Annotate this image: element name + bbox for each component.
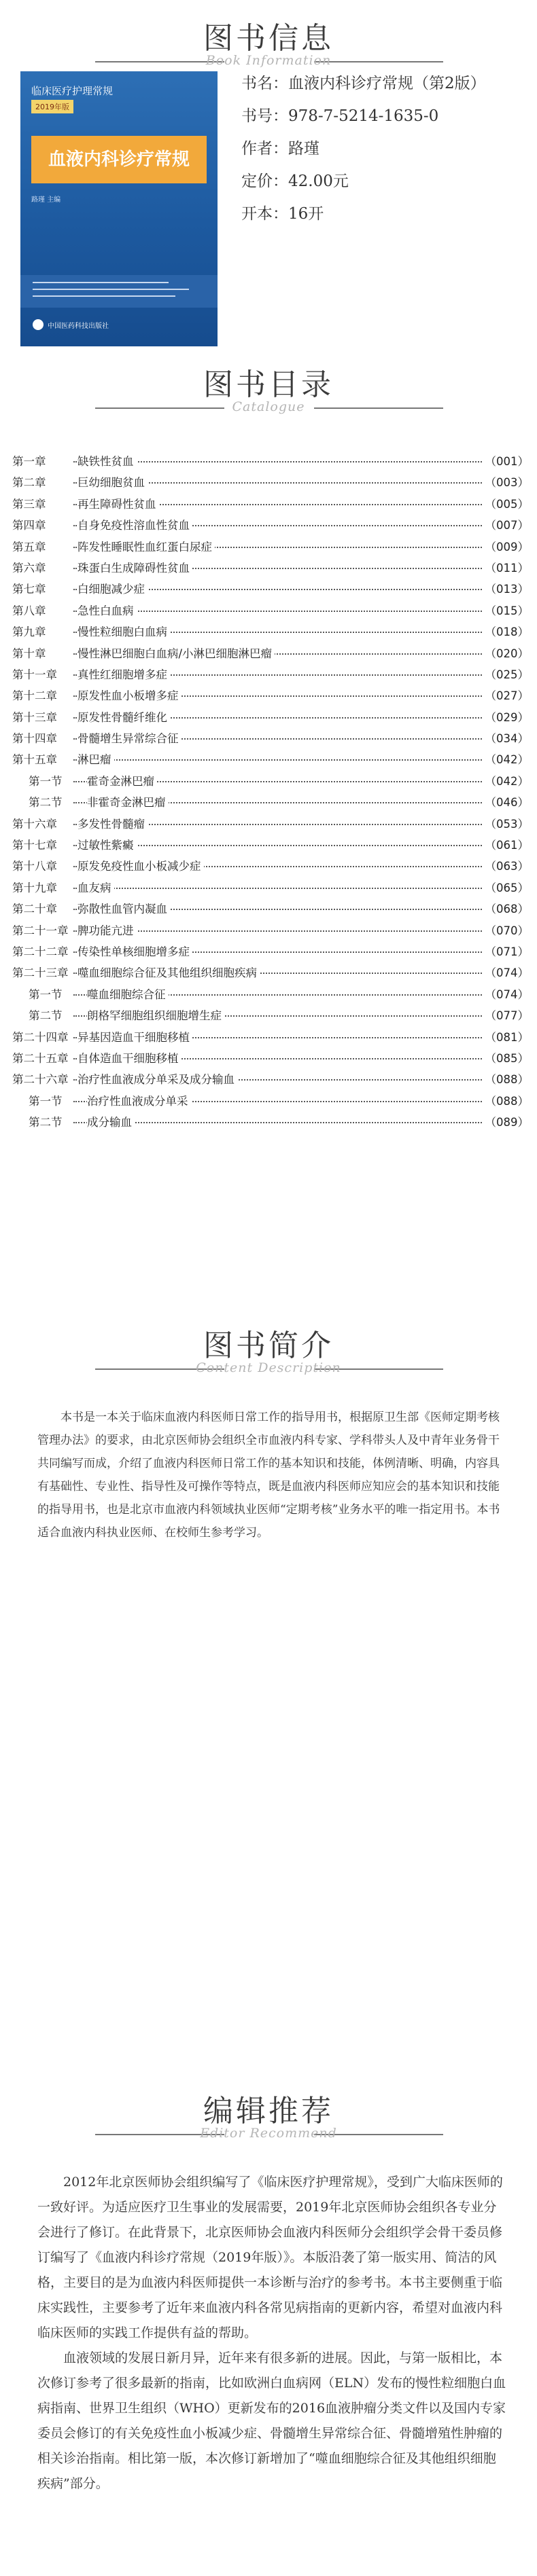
- toc-number: 第三章: [12, 497, 46, 511]
- toc-title: 脾功能亢进: [77, 922, 137, 938]
- toc-number: 第二节: [29, 1009, 63, 1023]
- toc-number: 第二章: [12, 476, 46, 490]
- toc-title: 多发性骨髓瘤: [77, 815, 148, 831]
- book-price: 42.00元: [288, 173, 349, 190]
- toc-title: 慢性淋巴细胞白血病/小淋巴细胞淋巴瘤: [77, 645, 275, 661]
- toc-number: 第九章: [12, 625, 46, 639]
- toc-section-row: [12, 1109, 529, 1130]
- toc-chapter-row: [12, 576, 529, 597]
- toc-title: 血友病: [77, 879, 114, 895]
- toc-page: （018）: [483, 623, 530, 639]
- recommend-paragraph: 血液领域的发展日新月异，近年来有很多新的进展。因此，与第一版相比，本次修订参考了很多最新的指南，比如欧洲白血病网（ELN）发布的慢性粒细胞白血病指南、世界卫生组织（WHO）更新发布的2016血液肿瘤分类文件以及国内专家委员会修订的有关免疫性血小板减少症、骨髓增生异常综合征、骨髓增殖性肿瘤的相关诊治指南。相比第一版，本次修订新增加了“噬血细胞综合征及其他组织细胞疾病”部分。: [37, 2351, 506, 2491]
- toc-chapter-row: [12, 875, 529, 896]
- toc-page: （063）: [483, 857, 530, 873]
- toc-chapter-row: [12, 1045, 529, 1066]
- toc-chapter-row: [12, 598, 529, 619]
- toc-section-row: [12, 981, 529, 1002]
- toc-title: 传染性单核细胞增多症: [77, 943, 192, 959]
- toc-number: 第十九章: [12, 881, 57, 894]
- toc-title: 原发免疫性血小板减少症: [77, 857, 204, 873]
- toc-chapter-row: [12, 725, 529, 746]
- leader-dots: [73, 1122, 495, 1123]
- toc-page: （085）: [483, 1049, 530, 1066]
- toc-chapter-row: [12, 918, 529, 939]
- toc-title: 巨幼细胞贫血: [77, 473, 148, 490]
- book-title-row: [241, 70, 520, 97]
- toc-title: 自身免疫性溶血性贫血: [77, 516, 192, 532]
- toc-number: 第一节: [29, 774, 63, 788]
- section-title: 图书简介: [203, 1328, 334, 1363]
- toc-page: （009）: [483, 538, 530, 554]
- toc-chapter-row: [12, 832, 529, 853]
- toc-title: 珠蛋白生成障碍性贫血: [77, 559, 192, 575]
- section-subtitle: Catalogue: [232, 399, 305, 414]
- toc-chapter-row: [12, 683, 529, 704]
- section-title: 图书信息: [203, 21, 334, 56]
- toc-page: （011）: [483, 559, 530, 575]
- toc-page: （061）: [483, 836, 530, 852]
- toc-chapter-row: [12, 939, 529, 960]
- toc-chapter-row: [12, 746, 529, 767]
- toc-number: 第二节: [29, 1116, 63, 1129]
- toc-number: 第十三章: [12, 710, 57, 724]
- publisher-logo-icon: [33, 319, 44, 330]
- leader-dots: [73, 930, 495, 932]
- toc-number: 第十五章: [12, 753, 57, 767]
- toc-page: （020）: [483, 645, 530, 661]
- leader-dots: [73, 611, 495, 612]
- toc-number: 第一章: [12, 455, 46, 468]
- toc-title: 霍奇金淋巴瘤: [87, 772, 157, 788]
- toc-title: 原发性血小板增多症: [77, 687, 181, 703]
- toc-title: 弥散性血管内凝血: [77, 900, 170, 916]
- toc-title: 噬血细胞综合征及其他组织细胞疾病: [77, 964, 260, 980]
- toc-page: （077）: [483, 1006, 530, 1023]
- toc-chapter-row: [12, 1024, 529, 1045]
- section-title: 编辑推荐: [203, 2094, 334, 2128]
- leader-dots: [73, 759, 495, 761]
- toc-chapter-row: [12, 491, 529, 512]
- leader-dots: [73, 845, 495, 846]
- toc-number: 第二十四章: [12, 1030, 69, 1044]
- book-title: 血液内科诊疗常规（第2版）: [288, 75, 486, 92]
- toc-section-row: [12, 1002, 529, 1023]
- toc-number: 第二十二章: [12, 945, 69, 958]
- toc-page: （001）: [483, 452, 530, 469]
- toc-page: （074）: [483, 964, 530, 980]
- isbn-row: [241, 103, 520, 130]
- toc-number: 第八章: [12, 604, 46, 617]
- section-title: 图书目录: [203, 367, 334, 402]
- toc-title: 过敏性紫癜: [77, 836, 137, 852]
- toc-section-row: [12, 768, 529, 789]
- toc-page: （081）: [483, 1028, 530, 1045]
- toc-chapter-row: [12, 512, 529, 533]
- toc-chapter-row: [12, 448, 529, 469]
- toc-title: 异基因造血干细胞移植: [77, 1028, 192, 1045]
- toc-title: 再生障碍性贫血: [77, 495, 159, 511]
- cover-decorative-band: [20, 275, 218, 308]
- toc-page: （025）: [483, 666, 530, 682]
- section-subtitle: Editor Recommend: [200, 2126, 337, 2141]
- toc-page: （089）: [483, 1113, 530, 1129]
- toc-number: 第二十五章: [12, 1051, 69, 1065]
- toc-title: 自体造血干细胞移植: [77, 1049, 181, 1066]
- toc-number: 第十一章: [12, 668, 57, 681]
- cover-edition-badge: 2019年版: [31, 100, 73, 113]
- toc-title: 阵发性睡眠性血红蛋白尿症: [77, 538, 215, 554]
- label: 书名：: [241, 75, 288, 92]
- toc-page: （088）: [483, 1070, 530, 1087]
- toc-page: （046）: [483, 793, 530, 810]
- toc-chapter-row: [12, 640, 529, 661]
- toc-number: 第一节: [29, 987, 63, 1001]
- toc-title: 真性红细胞增多症: [77, 666, 170, 682]
- toc-number: 第二十一章: [12, 924, 69, 937]
- leader-dots: [73, 888, 495, 889]
- toc-number: 第十二章: [12, 689, 57, 703]
- toc-number: 第十六章: [12, 817, 57, 831]
- toc-page: （042）: [483, 750, 530, 767]
- toc-number: 第六章: [12, 561, 46, 575]
- toc-page: （068）: [483, 900, 530, 916]
- toc-title: 骨髓增生异常综合征: [77, 729, 181, 746]
- book-isbn: 978-7-5214-1635-0: [288, 107, 439, 125]
- toc-title: 原发性骨髓纤维化: [77, 708, 170, 725]
- format-row: [241, 200, 520, 228]
- toc-title: 噬血细胞综合征: [87, 985, 169, 1002]
- label: 开本：: [241, 205, 288, 223]
- book-cover-image: [20, 71, 218, 346]
- toc-chapter-row: [12, 661, 529, 683]
- toc-chapter-row: [12, 555, 529, 576]
- toc-title: 白细胞减少症: [77, 580, 148, 596]
- recommend-body: [37, 2170, 506, 2497]
- toc-chapter-row: [12, 534, 529, 555]
- toc-page: （074）: [483, 985, 530, 1002]
- toc-page: （003）: [483, 473, 530, 490]
- label: 作者：: [241, 140, 288, 158]
- toc-chapter-row: [12, 960, 529, 981]
- toc-title: 缺铁性贫血: [77, 452, 137, 469]
- toc-chapter-row: [12, 704, 529, 725]
- toc-page: （005）: [483, 495, 530, 511]
- toc-number: 第十八章: [12, 860, 57, 873]
- toc-number: 第二十六章: [12, 1073, 69, 1087]
- toc-page: （007）: [483, 516, 530, 532]
- section-subtitle: Content Description: [196, 1360, 341, 1375]
- recommend-header: [0, 2086, 537, 2147]
- cover-title: 血液内科诊疗常规: [31, 136, 207, 183]
- toc-page: （053）: [483, 815, 530, 831]
- book-format: 16开: [288, 205, 324, 223]
- price-row: [241, 168, 520, 195]
- toc-page: （015）: [483, 602, 530, 618]
- toc-chapter-row: [12, 469, 529, 490]
- toc-page: （088）: [483, 1092, 530, 1108]
- author-row: [241, 135, 520, 162]
- toc-page: （013）: [483, 580, 530, 596]
- book-info-header: [0, 14, 537, 75]
- catalogue-header: [0, 360, 537, 421]
- table-of-contents: [12, 448, 529, 1131]
- toc-chapter-row: [12, 1066, 529, 1087]
- toc-page: （034）: [483, 729, 530, 746]
- label: 定价：: [241, 173, 288, 190]
- book-info-list: [241, 70, 520, 228]
- label: 书号：: [241, 107, 288, 125]
- intro-paragraph: 本书是一本关于临床血液内科医师日常工作的指导用书，根据原卫生部《医师定期考核管理办法》的要求，由北京医师协会组织全市血液内科专家、学科带头人及中青年业务骨干共同编写而成，介绍了血液内科医师日常工作的基本知识和技能，体例清晰、明确，内容具有基础性、专业性、指导性及可操作等特点，既是血液内科医师应知应会的基本知识和技能的指导用书，也是北京市血液内科领域执业医师“定期考核”业务水平的唯一指定用书。本书适合血液内科执业医师、在校师生参考学习。: [37, 1411, 500, 1540]
- section-subtitle: Book Information: [205, 53, 332, 68]
- toc-number: 第一节: [29, 1094, 63, 1108]
- toc-number: 第七章: [12, 583, 46, 596]
- toc-title: 淋巴瘤: [77, 750, 114, 767]
- toc-section-row: [12, 1088, 529, 1109]
- toc-title: 治疗性血液成分单采及成分输血: [77, 1070, 237, 1087]
- cover-authors: 路瑾 主编: [31, 196, 61, 204]
- toc-title: 慢性粒细胞白血病: [77, 623, 170, 639]
- toc-number: 第十七章: [12, 839, 57, 852]
- intro-header: [0, 1321, 537, 1382]
- toc-chapter-row: [12, 896, 529, 917]
- toc-number: 第四章: [12, 519, 46, 532]
- toc-chapter-row: [12, 811, 529, 832]
- toc-title: 治疗性血液成分单采: [87, 1092, 191, 1108]
- toc-number: 第十四章: [12, 732, 57, 746]
- toc-page: （029）: [483, 708, 530, 725]
- toc-page: （065）: [483, 879, 530, 895]
- recommend-paragraph: 2012年北京医师协会组织编写了《临床医疗护理常规》，受到广大临床医师的一致好评。为适应医疗卫生事业的发展需要，2019年北京医师协会组织各专业分会进行了修订。在此背景下，北京医师协会血液内科医师分会组织学会骨干委员修订编写了《血液内科诊疗常规（2019年版）》。本版沿袭了第一版实用、简洁的风格，主要目的是为血液内科医师提供一本诊断与治疗的参考书。本书主要侧重于临床实践性，主要参考了近年来血液内科各常见病指南的更新内容，希望对血液内科临床医师的实践工作提供有益的帮助。: [37, 2175, 503, 2340]
- toc-number: 第二节: [29, 796, 63, 810]
- cover-publisher: 中国医药科技出版社: [48, 323, 109, 330]
- leader-dots: [73, 461, 495, 462]
- toc-page: （071）: [483, 943, 530, 959]
- toc-chapter-row: [12, 619, 529, 640]
- toc-page: （027）: [483, 687, 530, 703]
- toc-title: 急性白血病: [77, 602, 137, 618]
- toc-number: 第二十章: [12, 903, 57, 916]
- toc-page: （042）: [483, 772, 530, 788]
- cover-series: 临床医疗护理常规: [31, 85, 114, 97]
- toc-title: 朗格罕细胞组织细胞增生症: [87, 1006, 224, 1023]
- toc-title: 非霍奇金淋巴瘤: [87, 793, 169, 810]
- toc-number: 第五章: [12, 540, 46, 554]
- toc-number: 第十章: [12, 647, 46, 660]
- toc-number: 第二十三章: [12, 966, 69, 980]
- book-author: 路瑾: [288, 140, 319, 158]
- toc-page: （070）: [483, 922, 530, 938]
- toc-title: 成分输血: [87, 1113, 135, 1129]
- toc-section-row: [12, 789, 529, 810]
- toc-chapter-row: [12, 853, 529, 874]
